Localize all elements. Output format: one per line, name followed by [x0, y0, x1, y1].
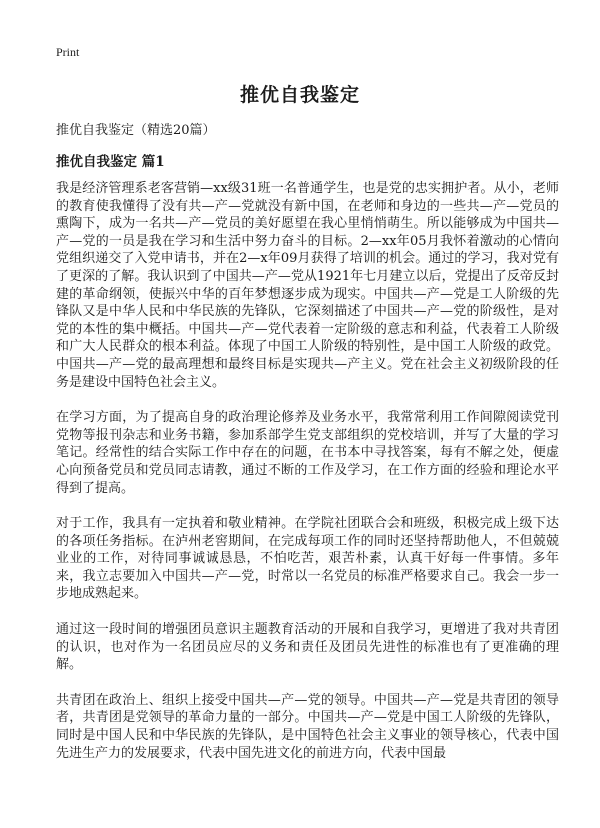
document-title: 推优自我鉴定 [239, 84, 360, 106]
paragraph-2: 在学习方面，为了提高自身的政治理论修养及业务水平，我常常利用工作间隙阅读党刊党物等报刊杂志和业务书籍，参加系部学生党支部组织的党校培训，并写了大量的学习笔记。经常性的结合实际工作中存在的问题，在书本中寻找答案，每有不解之处，便虚心向预备党员和党员同志请教，通过不断的工作及学习，在工作方面的经验和理论水平得到了提高。 [56, 410, 559, 496]
paragraph-3: 对于工作，我具有一定执着和敬业精神。在学院社团联合会和班级，积极完成上级下达的各项任务指标。在泸州老窖期间，在完成每项工作的同时还坚持帮助他人，不但兢兢业业的工作，对待同事诚诚恳恳，不怕吃苦，艰苦朴素，认真干好每一件事情。多年来，我立志要加入中国共—产—党，时常以一名党员的标准严格要求自己。我会一步一步地成熟起来。 [56, 516, 559, 602]
document-body [56, 180, 559, 780]
paragraph-1: 我是经济管理系老客营销—xx级31班一名普通学生，也是党的忠实拥护者。从小，老师的教育使我懂得了没有共—产—党就没有新中国，在老师和身边的一些共—产—党员的熏陶下，成为一名共—产—党员的美好愿望在我心里悄悄萌生。所以能够成为中国共—产—党的一员是我在学习和生活中努力奋斗的目标。2—xx年05月我怀着激动的心情向党组织递交了入党申请书，并在2—x年09月获得了培训的机会。通过的学习，我对党有了更深的了解。我认识到了中国共—产—党从1921年七月建立以后，党提出了反帝反封建的革命纲领，使振兴中华的百年梦想逐步成为现实。中国共—产—党是工人阶级的先锋队又是中华人民和中华民族的先锋队，它深刻描述了中国共—产—党的阶级性，是对党的本性的集中概括。中国共—产—党代表着一定阶级的意志和利益，代表着工人阶级和广大人民群众的根本利益。体现了中国工人阶级的特别性，是中国工人阶级的政党。中国共—产—党的最高理想和最终目标是实现共—产主义。党在社会主义初级阶段的任务是建设中国特色社会主义。 [56, 181, 559, 390]
paragraph-5: 共青团在政治上、组织上接受中国共—产—党的领导。中国共—产—党是共青团的领导者，共青团是党领导的革命力量的一部分。中国共—产—党是中国工人阶级的先锋队，同时是中国人民和中华民族的先锋队，是中国特色社会主义事业的领导核心，代表中国先进生产力的发展要求，代表中国先进文化的前进方向，代表中国最 [56, 692, 559, 761]
paragraph-4: 通过这一段时间的增强团员意识主题教育活动的开展和自我学习，更增进了我对共青团的认识，也对作为一名团员应尽的义务和责任及团员先进性的标准也有了更准确的理解。 [56, 622, 559, 673]
document-subtitle: 推优自我鉴定（精选20篇） [56, 123, 216, 138]
print-link[interactable]: Print [56, 45, 80, 59]
section-heading: 推优自我鉴定 篇1 [56, 154, 165, 170]
